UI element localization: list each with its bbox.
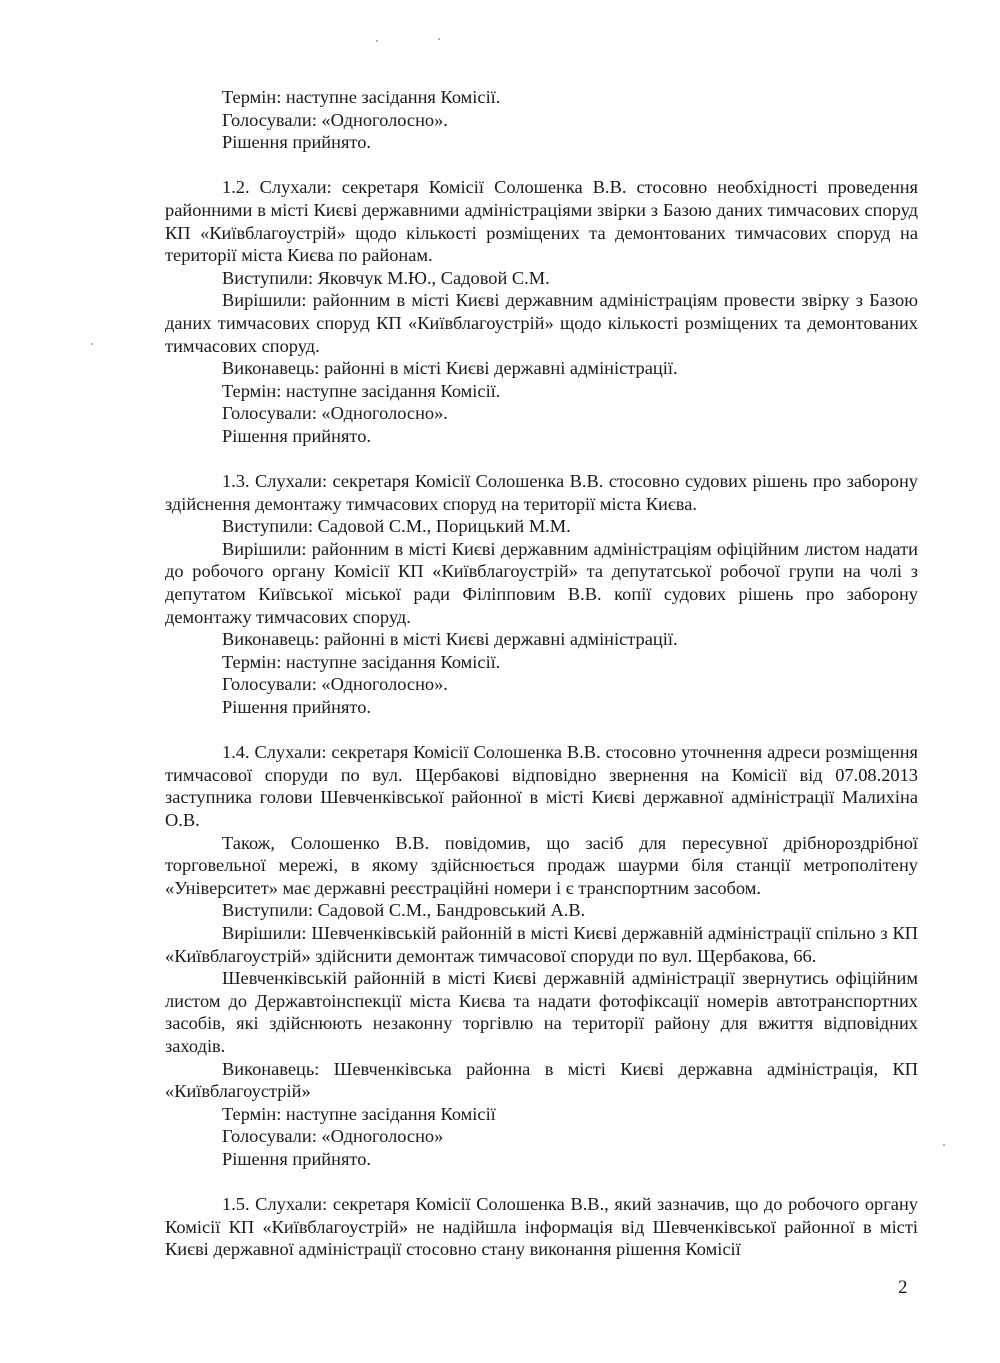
scan-speck: [376, 40, 378, 42]
resolved-paragraph-2: Шевченківській районній в місті Києві державній адміністрації звернутись офіційним листом до Державтоінспекції міста Києва та надати фотофіксації номерів автотранспортних засобів, які здійснюють незаконну торгівлю на території району для вжиття відповідних заходів.: [165, 968, 918, 1056]
heard-paragraph: 1.4. Слухали: секретаря Комісії Солошенка В.В. стосовно уточнення адреси розміщення тимчасової споруди по вул. Щербакові відповідно звернення на Комісії від 07.08.2013 заступника голови Шевченківської районної в місті Києві державної адміністрації Малихіна О.В.: [165, 742, 918, 830]
scan-speck: [91, 343, 93, 345]
also-paragraph: Також, Солошенко В.В. повідомив, що засіб для пересувної дрібнороздрібної торговельної мережі, в якому здійснюється продаж шаурми біля станції метрополітену «Університет» має державні реєстраційні номери і є транспортним засобом.: [165, 832, 918, 898]
resolved-paragraph: Вирішили: районним в місті Києві державним адміністраціям провести звірку з Базою даних тимчасових споруд КП «Київблагоустрій» щодо кількості розміщених та демонтованих тимчасових споруд.: [165, 290, 918, 356]
item-1-2: [165, 176, 918, 447]
vote-line: Голосували: «Одноголосно»: [222, 1126, 444, 1147]
document-page: [165, 86, 918, 1261]
speakers-line: Виступили: Яковчук М.Ю., Садовой С.М.: [222, 267, 550, 288]
term-line: Термін: наступне засідання Комісії.: [222, 380, 501, 401]
speakers-line: Виступили: Садовой С.М., Порицький М.М.: [222, 516, 571, 537]
item-1-3: [165, 470, 918, 719]
page-number: 2: [898, 1277, 908, 1298]
executor-line: Виконавець: районні в місті Києві державні адміністрації.: [222, 629, 678, 650]
term-line: Термін: наступне засідання Комісії.: [222, 87, 501, 107]
item-1-4: [165, 741, 918, 1170]
executor-paragraph: Виконавець: Шевченківська районна в місті Києві державна адміністрація, КП «Київблагоустрій»: [165, 1058, 918, 1102]
vote-line: Голосували: «Одноголосно».: [222, 674, 448, 695]
heard-paragraph: 1.2. Слухали: секретаря Комісії Солошенка В.В. стосовно необхідності проведення районними в місті Києві державними адміністраціями звірки з Базою даних тимчасових споруд КП «Київблагоустрій» щодо кількості розміщених та демонтованих тимчасових споруд на території міста Києва по районам.: [165, 177, 918, 266]
speakers-line: Виступили: Садовой С.М., Бандровський А.В.: [222, 900, 586, 921]
decision-line: Рішення прийнято.: [222, 697, 372, 718]
decision-line: Рішення прийнято.: [222, 425, 372, 446]
executor-line: Виконавець: районні в місті Києві державні адміністрації.: [222, 358, 678, 379]
heard-paragraph: 1.5. Слухали: секретаря Комісії Солошенка В.В., який зазначив, що до робочого органу Комісії КП «Київблагоустрій» не надійшла інформація від Шевченківської районної в місті Києві державної адміністрації стосовно стану виконання рішення Комісії: [165, 1194, 918, 1260]
heard-paragraph: 1.3. Слухали: секретаря Комісії Солошенка В.В. стосовно судових рішень про заборону здійснення демонтажу тимчасових споруд на території міста Києва.: [165, 471, 918, 514]
item-1-5: [165, 1193, 918, 1261]
resolved-paragraph: Вирішили: районним в місті Києві державним адміністраціям офіційним листом надати до робочого органу Комісії КП «Київблагоустрій» та депутатської робочої групи на чолі з депутатом Київської міської ради Філіпповим В.В. копії судових рішень про заборону демонтажу тимчасових споруд.: [165, 538, 918, 627]
term-line: Термін: наступне засідання Комісії.: [222, 651, 501, 672]
scan-speck: [438, 38, 440, 40]
decision-line: Рішення прийнято.: [222, 1148, 372, 1169]
vote-line: Голосували: «Одноголосно».: [222, 403, 448, 424]
term-line: Термін: наступне засідання Комісії: [222, 1103, 496, 1124]
scan-speck: [943, 1144, 945, 1146]
decision-line: Рішення прийнято.: [222, 132, 372, 153]
resolved-paragraph: Вирішили: Шевченківській районній в місті Києві державній адміністрації спільно з КП «Київблагоустрій» здійснити демонтаж тимчасової споруди по вул. Щербакова, 66.: [165, 922, 918, 966]
vote-line: Голосували: «Одноголосно».: [222, 109, 448, 130]
